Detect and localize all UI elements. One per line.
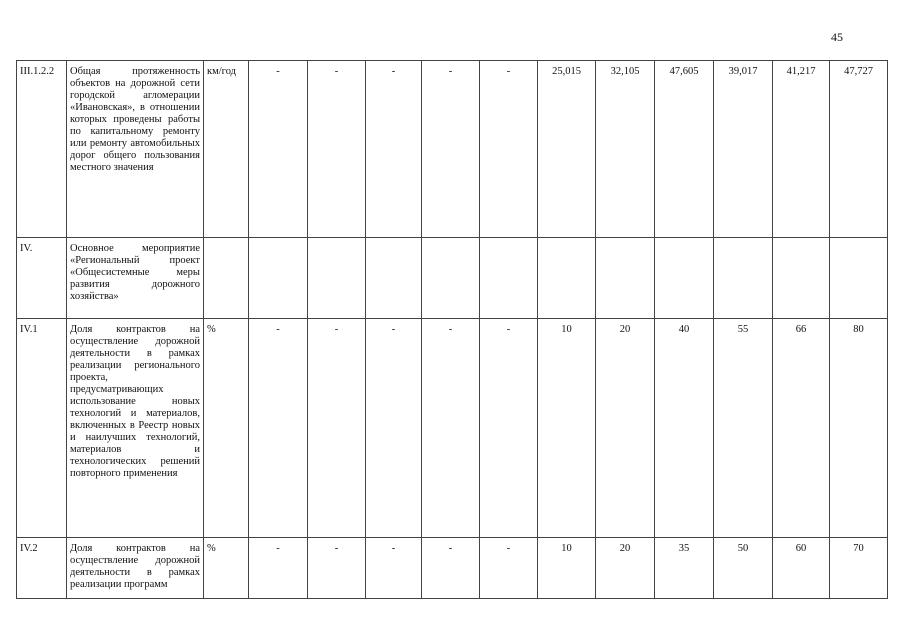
value-cell: 66 xyxy=(773,319,830,538)
value-cell: 35 xyxy=(655,538,714,599)
value-cell xyxy=(655,238,714,319)
value-cell: 41,217 xyxy=(773,61,830,238)
value-cell xyxy=(366,238,422,319)
value-cell: 32,105 xyxy=(596,61,655,238)
table-row xyxy=(17,538,888,599)
value-cell xyxy=(830,238,888,319)
value-cell: - xyxy=(422,538,480,599)
value-cell: 70 xyxy=(830,538,888,599)
value-cell: 60 xyxy=(773,538,830,599)
value-cell: - xyxy=(422,61,480,238)
value-cell: - xyxy=(366,61,422,238)
value-cell xyxy=(480,238,538,319)
table-body xyxy=(17,61,888,599)
row-code: III.1.2.2 xyxy=(17,61,67,238)
value-cell: - xyxy=(366,538,422,599)
row-name: Доля контрактов на осуществление дорожной деятельности в рамках реализации регионального проекта, предусматривающих использование новых технологий и материалов, включенных в Реестр новых и наилучших технологий, материалов и технологических решений повторного применения xyxy=(67,319,204,538)
value-cell: 50 xyxy=(714,538,773,599)
row-name: Доля контрактов на осуществление дорожной деятельности в рамках реализации программ xyxy=(67,538,204,599)
value-cell: - xyxy=(249,61,308,238)
value-cell xyxy=(596,238,655,319)
value-cell: - xyxy=(480,61,538,238)
row-unit xyxy=(204,238,249,319)
page-number: 45 xyxy=(831,30,843,44)
table-row xyxy=(17,61,888,238)
value-cell xyxy=(538,238,596,319)
row-unit: % xyxy=(204,319,249,538)
value-cell: - xyxy=(366,319,422,538)
value-cell: 55 xyxy=(714,319,773,538)
value-cell: - xyxy=(249,538,308,599)
value-cell: - xyxy=(308,61,366,238)
indicators-table xyxy=(16,60,888,599)
table-row xyxy=(17,238,888,319)
value-cell xyxy=(422,238,480,319)
value-cell: - xyxy=(308,538,366,599)
value-cell: 47,727 xyxy=(830,61,888,238)
value-cell: 80 xyxy=(830,319,888,538)
value-cell: - xyxy=(480,319,538,538)
value-cell xyxy=(773,238,830,319)
table-row xyxy=(17,319,888,538)
row-name: Общая протяженность объектов на дорожной сети городской агломерации «Ивановская», в отношении которых проведены работы по капитальному ремонту или ремонту автомобильных дорог общего пользования местного значения xyxy=(67,61,204,238)
value-cell: 40 xyxy=(655,319,714,538)
value-cell: 20 xyxy=(596,319,655,538)
value-cell: 47,605 xyxy=(655,61,714,238)
value-cell: 20 xyxy=(596,538,655,599)
row-code: IV. xyxy=(17,238,67,319)
value-cell: 10 xyxy=(538,538,596,599)
row-code: IV.1 xyxy=(17,319,67,538)
row-unit: км/год xyxy=(204,61,249,238)
value-cell: - xyxy=(308,319,366,538)
value-cell: - xyxy=(249,319,308,538)
value-cell xyxy=(714,238,773,319)
value-cell: 25,015 xyxy=(538,61,596,238)
value-cell xyxy=(249,238,308,319)
row-unit: % xyxy=(204,538,249,599)
value-cell: 39,017 xyxy=(714,61,773,238)
value-cell: - xyxy=(480,538,538,599)
row-name: Основное мероприятие «Региональный проект «Общесистемные меры развития дорожного хозяйства» xyxy=(67,238,204,319)
value-cell: - xyxy=(422,319,480,538)
value-cell xyxy=(308,238,366,319)
value-cell: 10 xyxy=(538,319,596,538)
row-code: IV.2 xyxy=(17,538,67,599)
